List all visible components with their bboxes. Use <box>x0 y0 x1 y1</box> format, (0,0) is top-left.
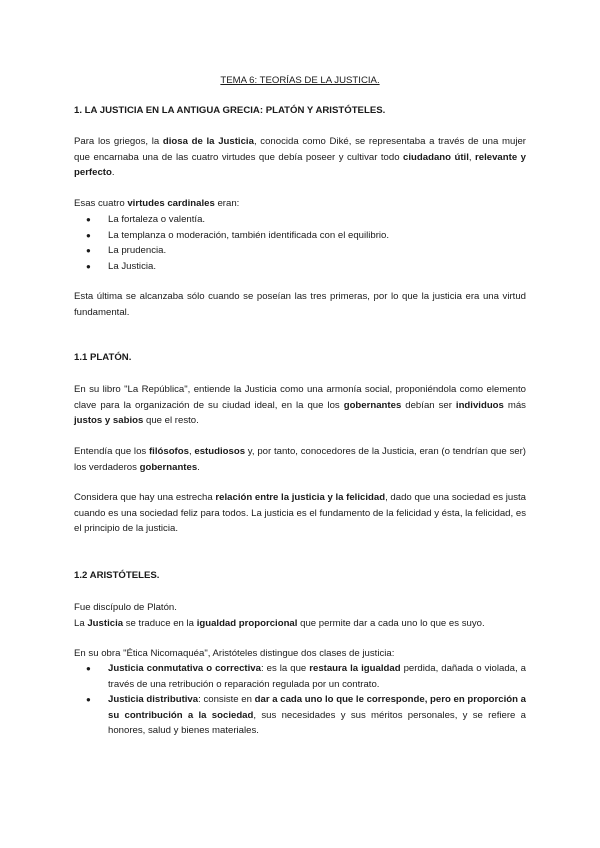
aristoteles-heading: 1.2 ARISTÓTELES. <box>74 570 160 581</box>
platon-heading: 1.1 PLATÓN. <box>74 352 132 363</box>
aristoteles-line-2: La Justicia se traduce en la igualdad proporcional que permite dar a cada uno lo que es suyo. <box>74 618 485 629</box>
document-title: TEMA 6: TEORÍAS DE LA JUSTICIA. <box>220 75 380 86</box>
list-item: ● La prudencia. <box>74 243 526 259</box>
justice-types-list <box>74 661 526 739</box>
platon-paragraph-3: Considera que hay una estrecha relación entre la justicia y la felicidad, dado que una sociedad es justa cuando es una sociedad feliz para todos. La justicia es el fundamento de la felicidad y ésta, la felicidad, es el principio de la justicia. <box>74 492 526 535</box>
ethics-intro: En su obra "Ética Nicomaquéa", Aristóteles distingue dos clases de justicia: <box>74 648 395 659</box>
virtues-list <box>74 212 526 274</box>
list-item: ● La templanza o moderación, también identificada con el equilibrio. <box>74 228 526 244</box>
list-item: ● Justicia conmutativa o correctiva: es la que restaura la igualdad perdida, dañada o violada, a través de una retribución o reparación regulada por un contrato. <box>74 661 526 692</box>
platon-paragraph-1: En su libro "La República", entiende la Justicia como una armonía social, proponiéndola como elemento clave para la organización de su ciudad ideal, en la que los gobernantes debían ser individuos más justos y sabios que el resto. <box>74 384 526 427</box>
list-item: ● Justicia distributiva: consiste en dar a cada uno lo que le corresponde, pero en proporción a su contribución a la sociedad, sus necesidades y sus méritos personales, y se refiere a honores, salud y bienes materiales. <box>74 692 526 739</box>
list-item: ● La fortaleza o valentía. <box>74 212 526 228</box>
section-1-heading: 1. LA JUSTICIA EN LA ANTIGUA GRECIA: PLATÓN Y ARISTÓTELES. <box>74 105 386 116</box>
aristoteles-line-1: Fue discípulo de Platón. <box>74 602 177 613</box>
section-1-intro-paragraph: Para los griegos, la diosa de la Justicia, conocida como Diké, se representaba a través de una mujer que encarnaba una de las cuatro virtudes que debía poseer y cultivar todo ciudadano útil, relevante y perfecto. <box>74 136 526 179</box>
list-item: ● La Justicia. <box>74 259 526 275</box>
section-1-closing-paragraph: Esta última se alcanzaba sólo cuando se poseían las tres primeras, por lo que la justicia era una virtud fundamental. <box>74 291 526 318</box>
virtues-intro: Esas cuatro virtudes cardinales eran: <box>74 198 240 209</box>
platon-paragraph-2: Entendía que los filósofos, estudiosos y, por tanto, conocedores de la Justicia, eran (o tendrían que ser) los verdaderos gobernantes. <box>74 446 526 473</box>
